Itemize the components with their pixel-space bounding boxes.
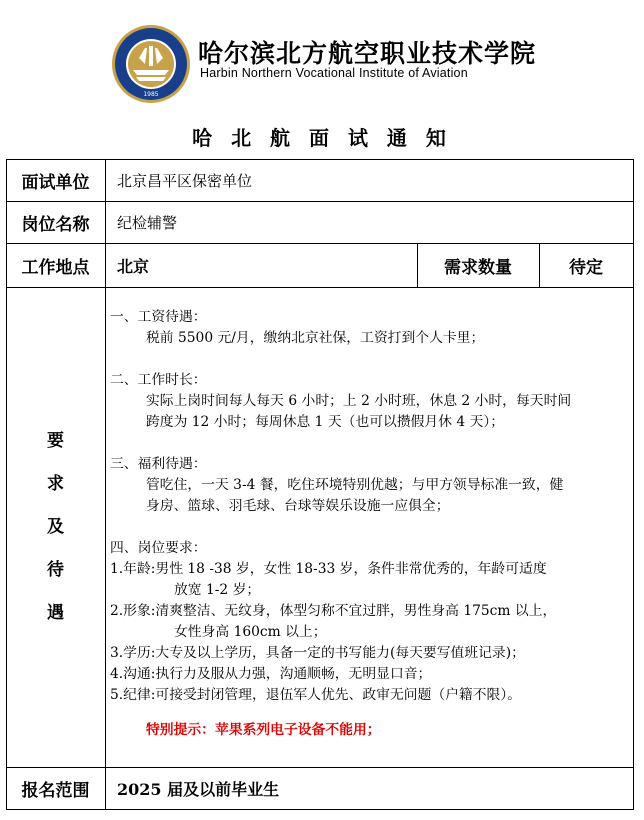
location-label: 工作地点 [21, 257, 90, 278]
section-text: 跨度为 12 小时；每周休息 1 天（也可以攒假月休 4 天）； [146, 414, 505, 430]
unit-label: 面试单位 [21, 172, 90, 193]
section-text: 管吃住，一天 3-4 餐，吃住环境特别优越；与甲方领导标准一致，健 [146, 477, 564, 493]
school-name-cn: 哈尔滨北方航空职业技术学院 [198, 39, 537, 68]
section-title: 四、岗位要求： [110, 540, 207, 556]
school-logo-icon [111, 24, 191, 104]
post-value: 纪检辅警 [117, 213, 178, 232]
side-char: 遇 [47, 602, 64, 623]
side-char: 求 [47, 473, 64, 494]
requirements-content [110, 307, 630, 741]
section-text: 身房、篮球、羽毛球、台球等娱乐设施一应俱全； [146, 498, 450, 514]
school-name-en: Harbin Northern Vocational Institute of Aviation [200, 66, 468, 80]
section-text: 税前 5500 元/月，缴纳北京社保，工资打到个人卡里； [146, 330, 485, 346]
range-value: 2025 届及以前毕业生 [117, 779, 280, 799]
side-char: 待 [47, 559, 64, 580]
section-title: 三、福利待遇： [110, 456, 207, 472]
requirement-item: 4.沟通:执行力及服从力强，沟通顺畅，无明显口音； [110, 666, 432, 682]
notice-title: 哈 北 航 面 试 通 知 [192, 126, 452, 150]
range-label: 报名范围 [21, 780, 90, 801]
post-requirements-section [110, 538, 630, 706]
location-value: 北京 [117, 256, 150, 276]
post-label: 岗位名称 [21, 214, 90, 235]
section-text: 实际上岗时间每人每天 6 小时；上 2 小时班，休息 2 小时，每天时间 [146, 393, 572, 409]
salary-section [110, 307, 630, 349]
hours-section [110, 370, 630, 433]
side-char: 及 [47, 516, 64, 537]
demand-value: 待定 [569, 257, 603, 278]
special-notice: 特别提示：苹果系列电子设备不能用； [146, 722, 381, 738]
section-title: 一、工资待遇： [110, 309, 207, 325]
requirement-item: 2.形象:清爽整洁、无纹身，体型匀称不宜过胖，男性身高 175cm 以上， [110, 603, 557, 619]
requirement-item: 5.纪律:可接受封闭管理，退伍军人优先、政审无问题（户籍不限）。 [110, 687, 522, 703]
section-title: 二、工作时长： [110, 372, 207, 388]
side-char: 要 [47, 430, 64, 451]
requirement-item: 3.学历:大专及以上学历，具备一定的书写能力(每天要写值班记录)； [110, 645, 525, 661]
requirement-item-cont: 女性身高 160cm 以上； [174, 624, 327, 640]
benefits-section [110, 454, 630, 517]
requirement-item: 1.年龄:男性 18 -38 岁，女性 18-33 岁，条件非常优秀的，年龄可适度 [110, 561, 547, 577]
requirements-side-label [6, 288, 105, 766]
svg-text:1985: 1985 [143, 91, 159, 98]
unit-value: 北京昌平区保密单位 [117, 171, 253, 190]
requirement-item-cont: 放宽 1-2 岁； [174, 582, 261, 598]
demand-label: 需求数量 [444, 257, 512, 278]
